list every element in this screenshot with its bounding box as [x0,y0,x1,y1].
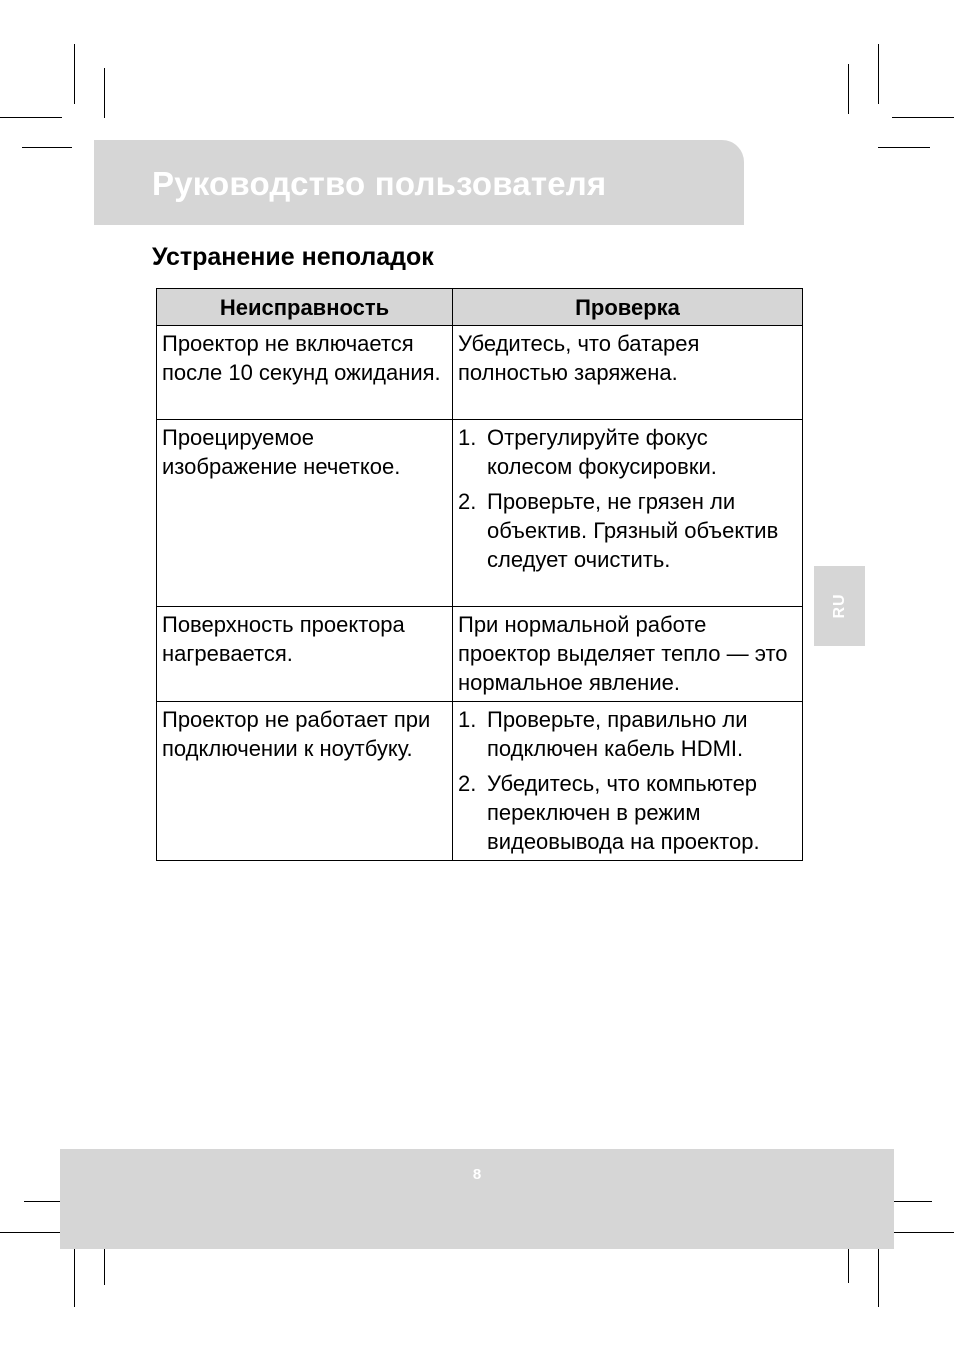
crop-mark [894,1201,932,1202]
crop-mark [0,1232,60,1233]
check-text: При нормальной работе проектор выделяет тепло — это нормальное явление. [458,612,788,695]
step-text: Отрегулируйте фокус колесом фокусировки. [487,425,717,479]
check-cell [453,420,803,607]
section-title: Устранение неполадок [152,243,434,271]
crop-mark [74,1249,75,1307]
problem-cell [157,607,453,702]
page-number: 8 [472,1166,482,1183]
crop-mark [22,147,72,148]
crop-mark [24,1201,60,1202]
crop-mark [892,117,954,118]
crop-mark [0,117,62,118]
check-cell [453,326,803,420]
list-item [458,423,798,481]
crop-mark [848,1249,849,1283]
check-text: Убедитесь, что батарея полностью заряжена. [458,331,700,385]
table-row [157,607,803,702]
problem-cell [157,420,453,607]
check-cell [453,702,803,861]
list-item [458,487,798,574]
step-text: Проверьте, правильно ли подключен кабель HDMI. [487,707,748,761]
table-row [157,702,803,861]
page-title: Руководство пользователя [152,165,607,202]
crop-mark [104,1249,105,1285]
list-item [458,769,798,856]
column-header-check: Проверка [453,289,803,326]
troubleshooting-table [156,288,803,861]
table-header-row [157,289,803,326]
list-item [458,705,798,763]
check-steps [458,705,798,856]
crop-mark [878,1249,879,1307]
table-row [157,420,803,607]
problem-text: Проектор не работает при подключении к ноутбуку. [162,707,431,761]
problem-cell [157,326,453,420]
language-label: RU [830,593,848,619]
step-text: Проверьте, не грязен ли объектив. Грязный объектив следует очистить. [487,489,779,572]
problem-text: Поверхность проектора нагревается. [162,612,405,666]
problem-cell [157,702,453,861]
step-text: Убедитесь, что компьютер переключен в режим видеовывода на проектор. [487,771,760,854]
footer-band [60,1149,894,1249]
problem-text: Проектор не включается после 10 секунд ожидания. [162,331,441,385]
crop-mark [878,147,930,148]
step-number: 2. [458,489,477,514]
table-row [157,326,803,420]
step-number: 2. [458,771,477,796]
crop-mark [878,44,879,104]
crop-mark [848,64,849,114]
crop-mark [74,44,75,104]
check-steps [458,423,798,574]
step-number: 1. [458,707,477,732]
language-tab [814,566,865,646]
check-cell [453,607,803,702]
column-header-problem: Неисправность [157,289,453,326]
crop-mark [894,1232,954,1233]
problem-text: Проецируемое изображение нечеткое. [162,425,401,479]
crop-mark [104,68,105,118]
step-number: 1. [458,425,477,450]
